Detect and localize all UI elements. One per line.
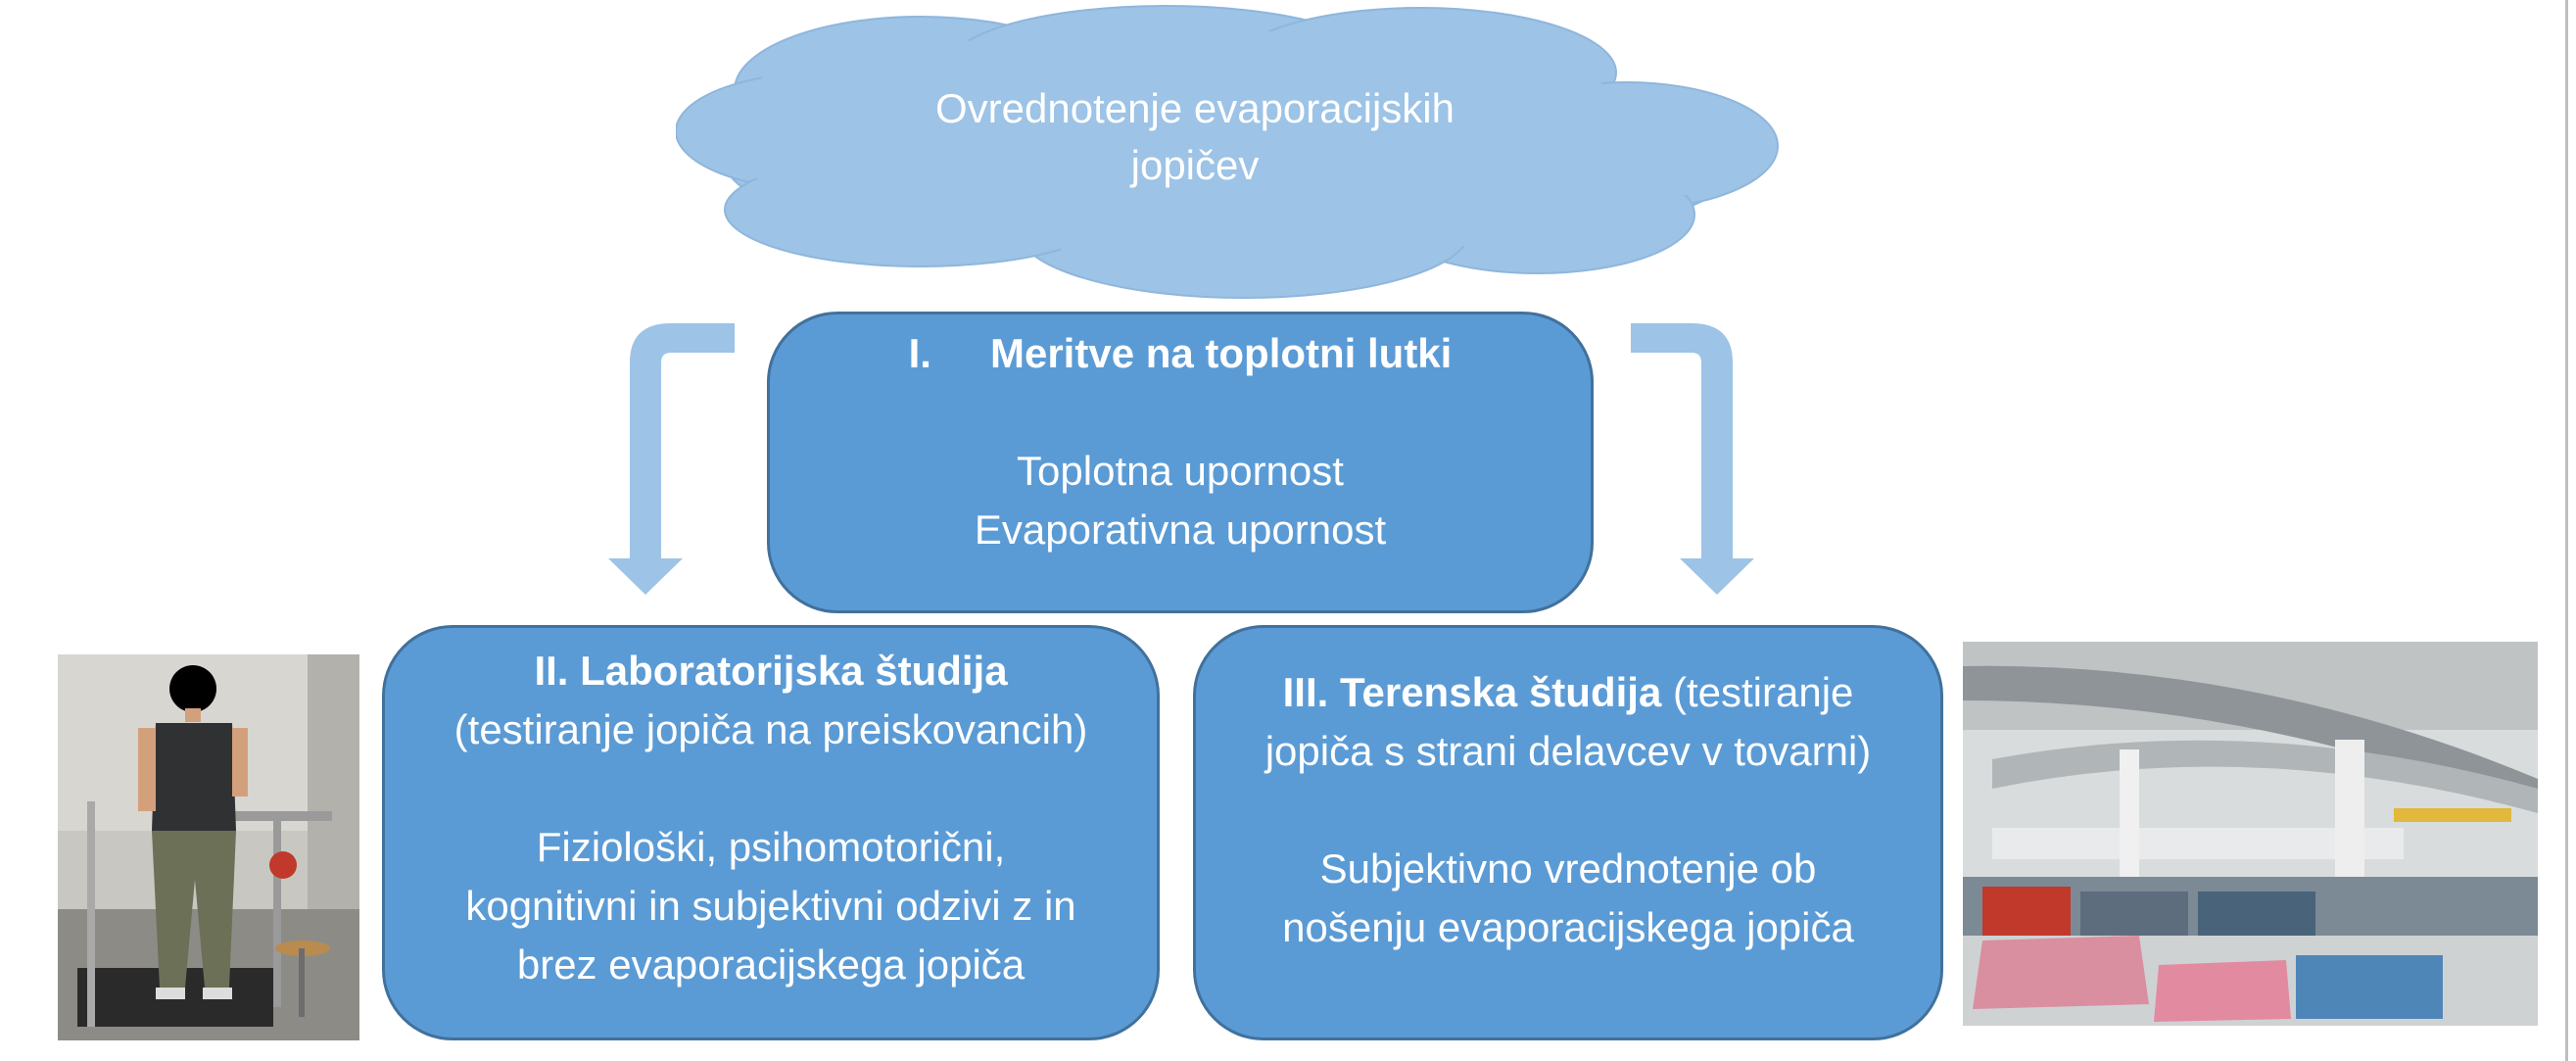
curved-down-arrow-right-icon [1631, 318, 1763, 598]
box2-subtitle: (testiranje jopiča na preiskovancih) [453, 706, 1088, 752]
box2-title: II. Laboratorijska študija [534, 648, 1008, 694]
box1-item-thermal-resistance: Toplotna upornost [1017, 448, 1344, 494]
cloud-text [852, 80, 1538, 194]
box3-body-line-2: nošenju evaporacijskega jopiča [1282, 904, 1854, 950]
curved-down-arrow-left-icon [602, 318, 735, 598]
box1-title: Meritve na toplotni lutki [989, 330, 1453, 376]
box3-title-rest: (testiranje [1661, 669, 1854, 715]
box2-body-line-3: brez evaporacijskega jopiča [516, 941, 1026, 988]
photo-factory-interior [1963, 642, 2538, 1026]
box3-title: III. Terenska študija [1282, 669, 1662, 715]
box1-heading [770, 324, 1591, 383]
box3-body-line-1: Subjektivno vrednotenje ob [1319, 845, 1817, 892]
box3-heading [1196, 663, 1940, 722]
box-laboratory-study [382, 625, 1160, 1040]
box-field-study [1193, 625, 1943, 1040]
cloud-line-1: Ovrednotenje evaporacijskih [935, 85, 1455, 131]
box1-numeral: I. [908, 330, 931, 376]
slide-edge-line [2565, 0, 2568, 1061]
cloud-line-2: jopičev [1130, 142, 1260, 188]
photo-treadmill-subject [58, 654, 359, 1040]
box-thermal-manikin [767, 312, 1594, 613]
box1-item-evaporative-resistance: Evaporativna upornost [974, 506, 1387, 553]
box2-body-line-2: kognitivni in subjektivni odzivi z in [465, 883, 1076, 929]
box2-body-line-1: Fiziološki, psihomotorični, [536, 824, 1006, 870]
box3-subtitle: jopiča s strani delavcev v tovarni) [1264, 728, 1872, 774]
